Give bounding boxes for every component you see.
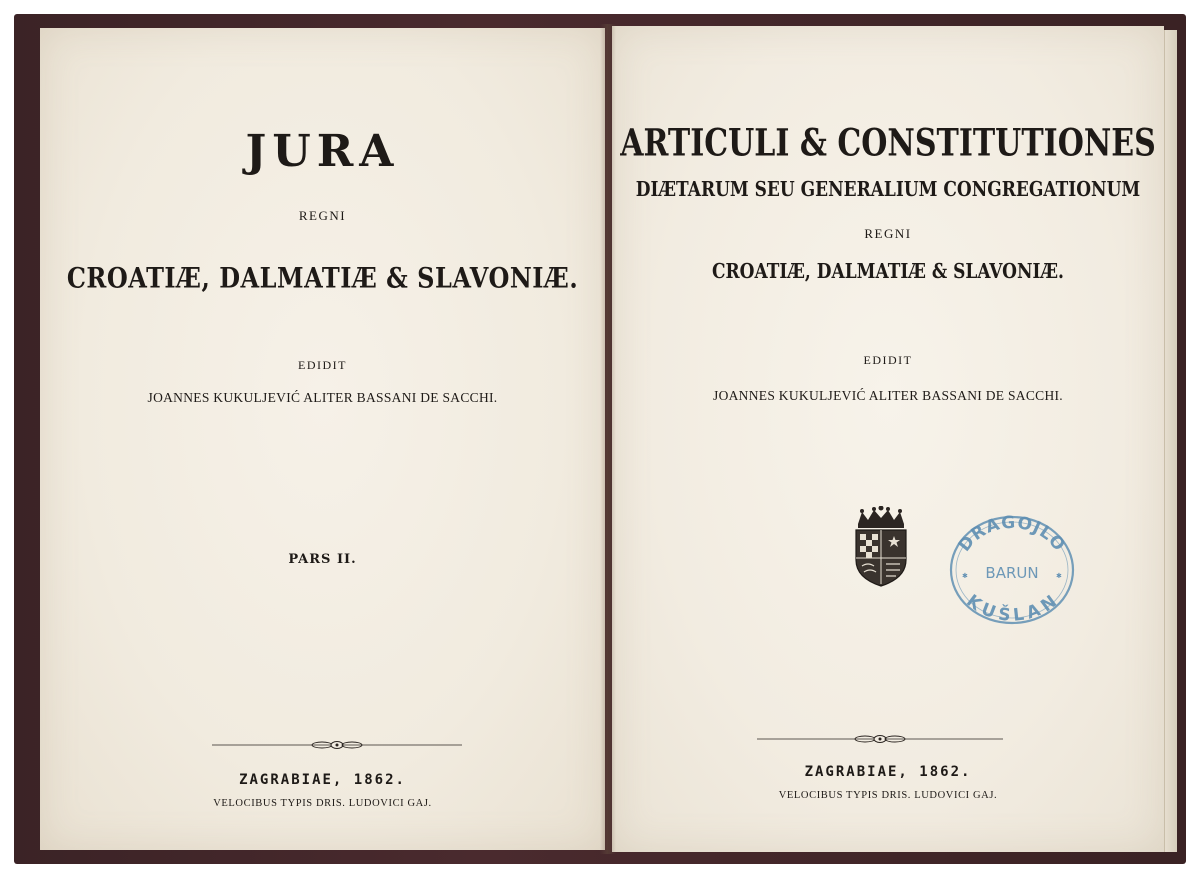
right-title: ARTICULI & CONSTITUTIONES	[620, 121, 1156, 166]
stamp-line-2: BARUN	[985, 564, 1039, 582]
left-title: JURA	[245, 126, 400, 177]
coat-of-arms-icon	[852, 506, 910, 588]
svg-text:✱: ✱	[962, 572, 968, 580]
ornamental-rule-icon	[757, 734, 1003, 744]
right-edidit: EDIDIT	[863, 353, 913, 367]
stamp-line-3: KUŠLAN	[962, 590, 1062, 626]
left-editor: JOANNES KUKULJEVIĆ ALITER BASSANI DE SACCHI.	[147, 390, 498, 405]
book-gutter	[600, 24, 616, 854]
page-edges	[1164, 30, 1177, 852]
stamp-line-1: DRAGOJLO	[954, 514, 1070, 556]
left-title-page	[40, 28, 605, 850]
left-imprint: VELOCIBUS TYPIS DRIS. LUDOVICI GAJ.	[213, 798, 432, 809]
right-title-page	[612, 26, 1164, 852]
ornamental-rule-icon	[212, 740, 462, 750]
left-place-date: ZAGRABIAE, 1862.	[239, 772, 406, 788]
right-imprint: VELOCIBUS TYPIS DRIS. LUDOVICI GAJ.	[778, 790, 998, 801]
left-pars: PARS II.	[288, 552, 357, 567]
right-kingdoms: CROATIÆ, DALMATIÆ & SLAVONIÆ.	[712, 260, 1064, 284]
right-place-date: ZAGRABIAE, 1862.	[804, 764, 972, 780]
right-subtitle: DIÆTARUM SEU GENERALIUM CONGREGATIONUM	[635, 178, 1141, 202]
left-kingdoms: CROATIÆ, DALMATIÆ & SLAVONIÆ.	[66, 260, 579, 295]
right-regni: REGNI	[864, 226, 912, 241]
svg-text:✱: ✱	[1056, 572, 1062, 580]
svg-text:DRAGOJLO	[955, 514, 1070, 556]
svg-text:KUŠLAN	[962, 591, 1061, 626]
left-edidit: EDIDIT	[298, 358, 347, 372]
left-regni: REGNI	[298, 208, 347, 223]
right-editor: JOANNES KUKULJEVIĆ ALITER BASSANI DE SACCHI.	[713, 388, 1063, 403]
library-stamp	[948, 514, 1076, 626]
